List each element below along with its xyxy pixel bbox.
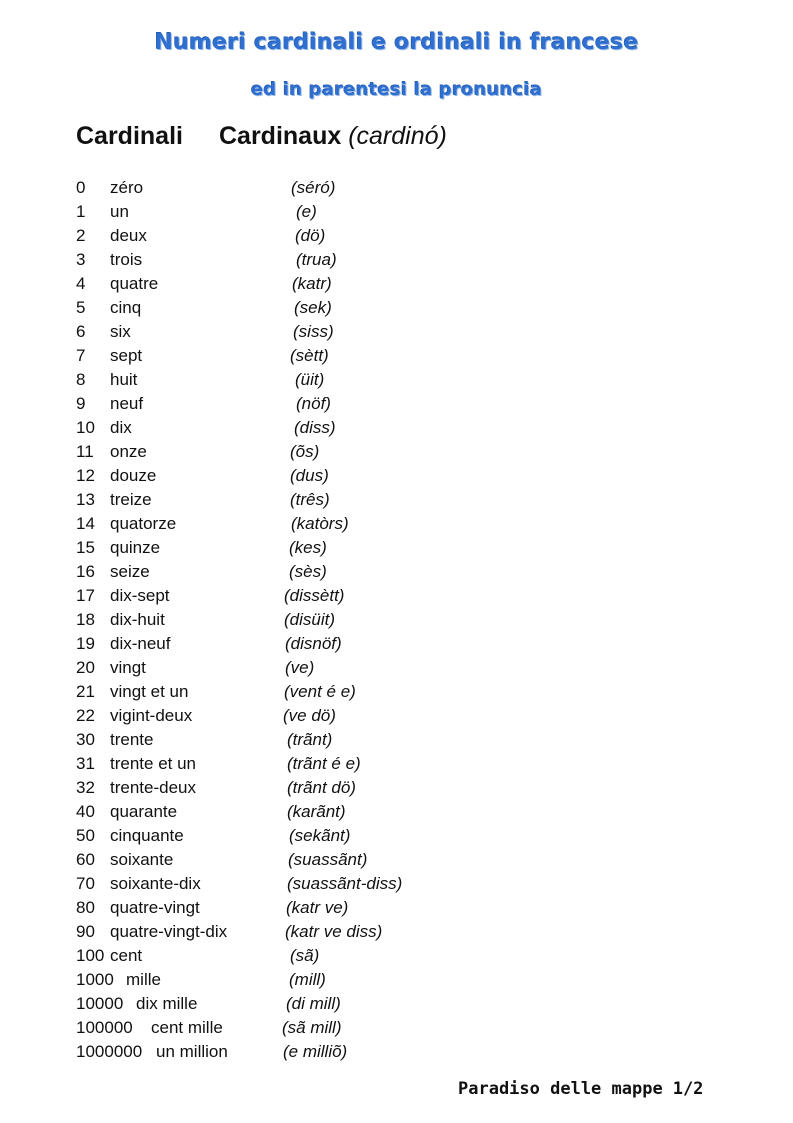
number-value: 5 [76, 298, 86, 317]
list-item [0, 442, 793, 466]
list-item [0, 226, 793, 250]
number-value: 6 [76, 322, 86, 341]
number-value: 0 [76, 178, 86, 197]
number-value: 12 [76, 466, 95, 485]
french-word: six [110, 322, 131, 341]
list-item [0, 658, 793, 682]
list-item [0, 274, 793, 298]
pronunciation: (suassãnt-diss) [287, 874, 403, 893]
number-value: 15 [76, 538, 95, 557]
pronunciation: (katr ve diss) [285, 922, 383, 941]
french-word: soixante-dix [110, 874, 201, 893]
list-item [0, 394, 793, 418]
french-word: dix-huit [110, 610, 165, 629]
list-item [0, 322, 793, 346]
french-word: un million [156, 1042, 228, 1061]
list-item [0, 1042, 793, 1066]
page-title: Numeri cardinali e ordinali in francese [154, 30, 639, 55]
pronunciation: (trãnt é e) [287, 754, 361, 773]
number-value: 70 [76, 874, 95, 893]
pronunciation: (katr) [292, 274, 332, 293]
number-value: 21 [76, 682, 95, 701]
list-item [0, 346, 793, 370]
french-word: cinquante [110, 826, 184, 845]
french-word: dix mille [136, 994, 198, 1013]
list-item [0, 706, 793, 730]
french-word: vingt et un [110, 682, 189, 701]
french-word: seize [110, 562, 150, 581]
french-word: cent [110, 946, 143, 965]
french-word: trente et un [110, 754, 197, 773]
french-word: trois [110, 250, 143, 269]
list-item [0, 490, 793, 514]
list-item [0, 802, 793, 826]
number-value: 17 [76, 586, 95, 605]
french-word: soixante [110, 850, 174, 869]
pronunciation: (diss) [294, 418, 336, 437]
number-value: 30 [76, 730, 95, 749]
pronunciation: (sã mill) [282, 1018, 342, 1037]
list-item [0, 874, 793, 898]
french-word: douze [110, 466, 157, 485]
number-value: 16 [76, 562, 95, 581]
pronunciation: (nöf) [296, 394, 331, 413]
pronunciation: (dus) [290, 466, 329, 485]
pronunciation: (siss) [293, 322, 334, 341]
list-item [0, 538, 793, 562]
list-item [0, 1018, 793, 1042]
section-heading-italian: Cardinali [76, 122, 183, 150]
list-item [0, 922, 793, 946]
french-word: quinze [110, 538, 161, 557]
section-heading [76, 122, 447, 151]
number-value: 31 [76, 754, 95, 773]
french-word: dix-neuf [110, 634, 171, 653]
number-value: 1000000 [76, 1042, 143, 1061]
page-subtitle: ed in parentesi la pronuncia [250, 79, 543, 100]
number-value: 50 [76, 826, 95, 845]
pronunciation: (e) [296, 202, 317, 221]
number-value: 2 [76, 226, 86, 245]
french-word: trente-deux [110, 778, 196, 797]
pronunciation: (vent é e) [284, 682, 356, 701]
list-item [0, 562, 793, 586]
pronunciation: (katr ve) [286, 898, 349, 917]
pronunciation: (katòrs) [291, 514, 349, 533]
list-item [0, 994, 793, 1018]
number-value: 1 [76, 202, 86, 221]
pronunciation: (disüit) [284, 610, 336, 629]
list-item [0, 586, 793, 610]
page-number: 1/2 [672, 1079, 704, 1099]
number-value: 1000 [76, 970, 114, 989]
list-item [0, 250, 793, 274]
pronunciation: (disnöf) [285, 634, 342, 653]
number-value: 32 [76, 778, 95, 797]
number-value: 20 [76, 658, 95, 677]
pronunciation: (séró) [291, 178, 336, 197]
number-value: 7 [76, 346, 86, 365]
pronunciation: (õs) [290, 442, 320, 461]
number-value: 11 [76, 442, 94, 461]
pronunciation: (trãnt) [287, 730, 333, 749]
list-item [0, 418, 793, 442]
list-item [0, 682, 793, 706]
number-value: 100000 [76, 1018, 133, 1037]
list-item [0, 898, 793, 922]
number-value: 40 [76, 802, 95, 821]
pronunciation: (trãnt dö) [287, 778, 356, 797]
list-item [0, 730, 793, 754]
french-word: quarante [110, 802, 178, 821]
french-word: zéro [110, 178, 144, 197]
pronunciation: (sès) [289, 562, 327, 581]
list-item [0, 610, 793, 634]
french-word: quatre [110, 274, 159, 293]
pronunciation: (dö) [295, 226, 326, 245]
number-value: 22 [76, 706, 95, 725]
list-item [0, 202, 793, 226]
french-word: sept [110, 346, 143, 365]
pronunciation: (e milliõ) [283, 1042, 348, 1061]
pronunciation: (kes) [289, 538, 327, 557]
french-word: mille [126, 970, 161, 989]
list-item [0, 850, 793, 874]
number-value: 18 [76, 610, 95, 629]
pronunciation: (ve) [285, 658, 315, 677]
number-value: 10 [76, 418, 95, 437]
list-item [0, 970, 793, 994]
pronunciation: (üit) [295, 370, 325, 389]
pronunciation: (sek) [294, 298, 332, 317]
number-value: 60 [76, 850, 95, 869]
french-word: onze [110, 442, 147, 461]
french-word: dix-sept [110, 586, 170, 605]
french-word: neuf [110, 394, 144, 413]
list-item [0, 634, 793, 658]
pronunciation: (dissètt) [284, 586, 345, 605]
pronunciation: (trua) [296, 250, 337, 269]
list-item [0, 298, 793, 322]
number-value: 10000 [76, 994, 124, 1013]
number-value: 100 [76, 946, 105, 965]
pronunciation: (di mill) [286, 994, 341, 1013]
section-heading-pronunciation: (cardinó) [348, 122, 447, 150]
pronunciation: (sètt) [290, 346, 329, 365]
number-value: 13 [76, 490, 95, 509]
pronunciation: (suassãnt) [288, 850, 368, 869]
french-word: trente [110, 730, 154, 749]
pronunciation: (sã) [290, 946, 320, 965]
footer-text: Paradiso delle mappe [458, 1079, 663, 1099]
pronunciation: (karãnt) [287, 802, 346, 821]
french-word: vigint-deux [110, 706, 193, 725]
list-item [0, 826, 793, 850]
list-item [0, 370, 793, 394]
french-word: deux [110, 226, 147, 245]
list-item [0, 754, 793, 778]
french-word: un [110, 202, 129, 221]
french-word: quatre-vingt [110, 898, 200, 917]
french-word: dix [110, 418, 132, 437]
french-word: cent mille [151, 1018, 223, 1037]
list-item [0, 514, 793, 538]
list-item [0, 778, 793, 802]
footer [458, 1079, 703, 1099]
list-item [0, 466, 793, 490]
number-value: 19 [76, 634, 95, 653]
pronunciation: (ve dö) [283, 706, 336, 725]
french-word: quatorze [110, 514, 177, 533]
number-value: 9 [76, 394, 86, 413]
french-word: quatre-vingt-dix [110, 922, 228, 941]
number-value: 80 [76, 898, 95, 917]
list-item [0, 178, 793, 202]
french-word: vingt [110, 658, 146, 677]
number-value: 8 [76, 370, 86, 389]
number-value: 3 [76, 250, 86, 269]
french-word: treize [110, 490, 152, 509]
section-heading-french: Cardinaux [218, 122, 342, 150]
number-value: 90 [76, 922, 95, 941]
number-value: 14 [76, 514, 95, 533]
french-word: huit [110, 370, 138, 389]
list-item [0, 946, 793, 970]
pronunciation: (sekãnt) [289, 826, 351, 845]
pronunciation: (mill) [289, 970, 326, 989]
number-value: 4 [76, 274, 86, 293]
french-word: cinq [110, 298, 142, 317]
pronunciation: (três) [290, 490, 330, 509]
